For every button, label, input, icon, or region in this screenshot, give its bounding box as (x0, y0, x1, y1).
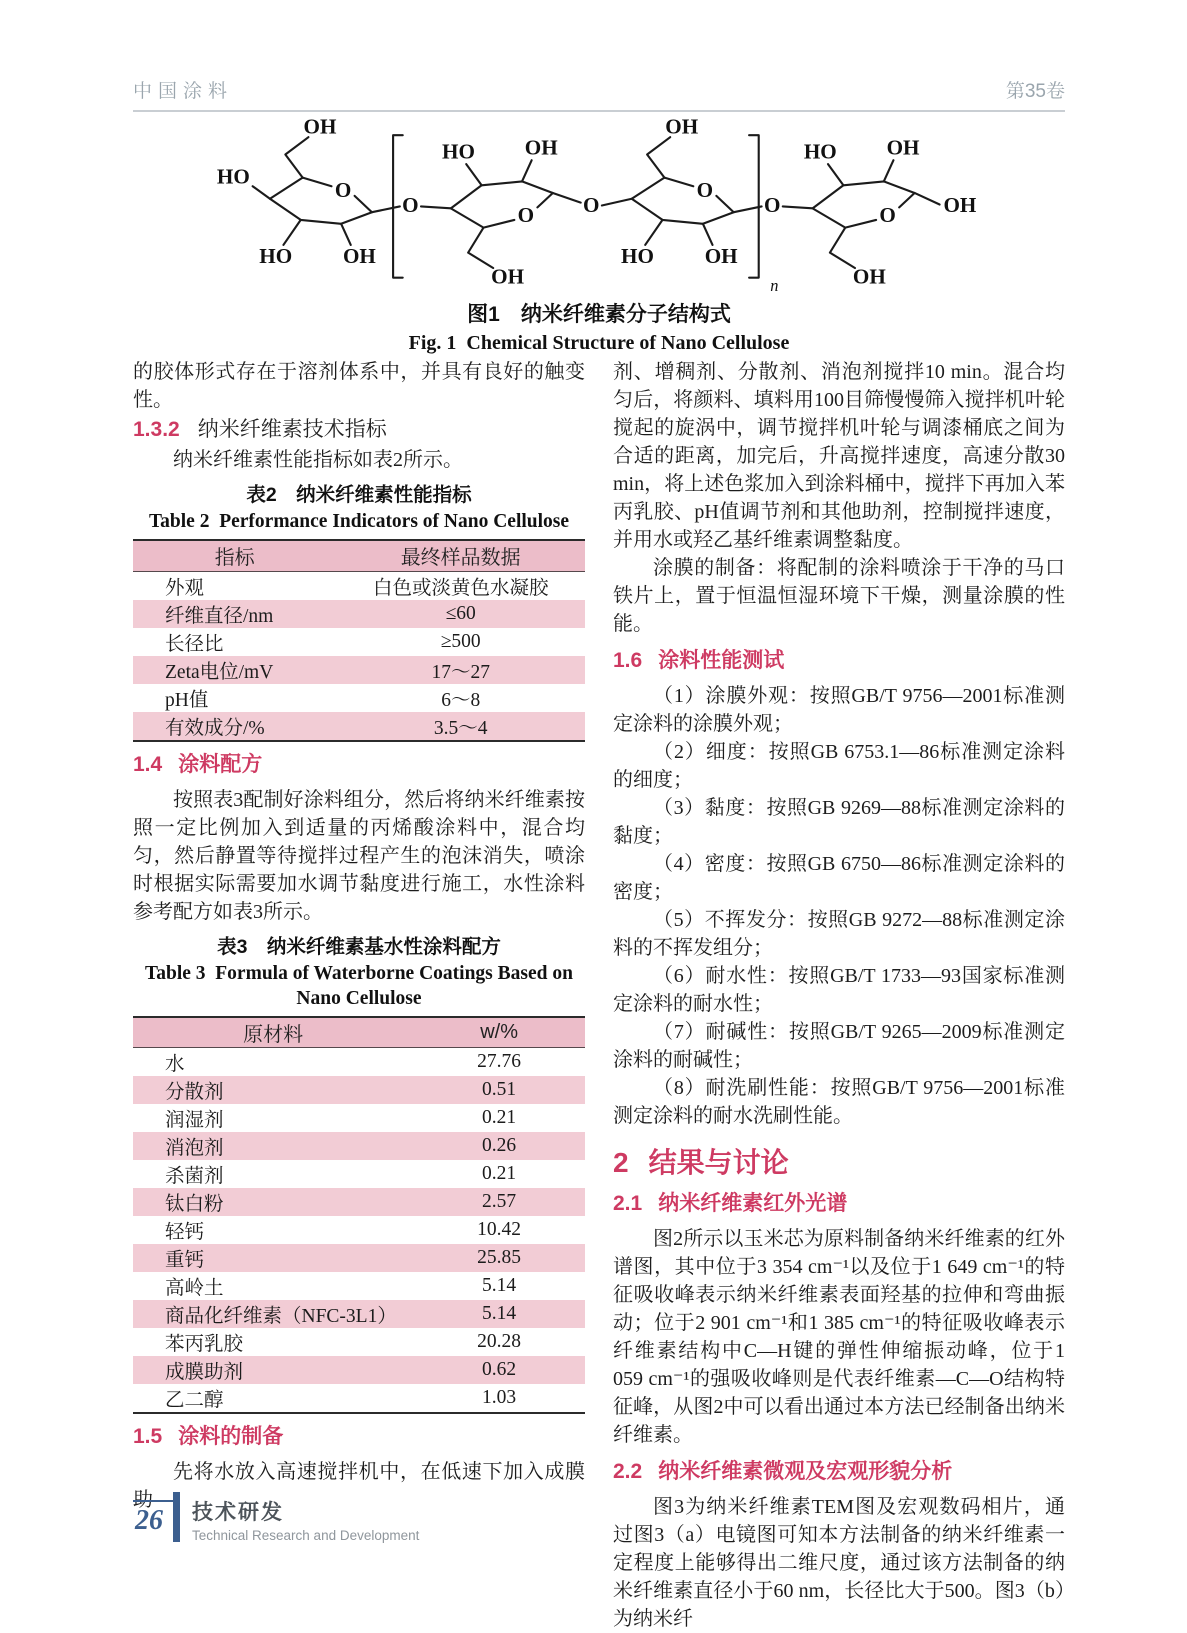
table-cell: 白色或淡黄色水凝胶 (372, 577, 549, 599)
table3-caption-en: Table 3 Formula of Waterborne Coatings Based on Nano Cellulose (145, 962, 573, 1009)
section-number: 1.3.2 (133, 418, 180, 441)
paragraph: 纳米纤维素性能指标如表2所示。 (173, 449, 463, 471)
atom-label-ho: HO (442, 139, 475, 164)
footer-section (192, 1492, 419, 1543)
table-cell: 商品化纤维素（NFC-3L1） (165, 1306, 397, 1327)
section-title: 涂料配方 (178, 752, 263, 776)
page-number-value: 26 (135, 1505, 163, 1536)
table-cell: 0.62 (482, 1359, 517, 1380)
table-3-header (133, 1017, 585, 1048)
table-cell: 乙二醇 (165, 1390, 224, 1411)
table-cell: 2.57 (482, 1191, 517, 1212)
table-cell: 1.03 (482, 1387, 517, 1408)
section-title: 纳米纤维素微观及宏观形貌分析 (658, 1460, 953, 1483)
section-number: 2.1 (613, 1192, 643, 1215)
table-cell: 润湿剂 (165, 1110, 224, 1131)
paragraph: 的胶体形式存在于溶剂体系中，并具有良好的触变性。 (133, 361, 585, 411)
table-cell: 0.26 (482, 1135, 517, 1156)
footer-divider-bar (173, 1492, 180, 1542)
table-cell: 0.21 (482, 1163, 517, 1184)
section-heading-1-3-2 (133, 415, 585, 445)
table-2-header (133, 540, 585, 571)
list-item: （3）黏度：按照GB 9269—88标准测定涂料的黏度； (613, 797, 1065, 847)
column-header: 原材料 (133, 1017, 413, 1048)
table-3 (133, 1016, 585, 1415)
table-row (133, 1216, 585, 1244)
table-cell: 5.14 (482, 1303, 517, 1324)
table-row (133, 1300, 585, 1328)
paragraph: 剂、增稠剂、分散剂、消泡剂搅拌10 min。混合均匀后，将颜料、填料用100目筛慢慢筛入搅拌机叶轮搅起的旋涡中，调节搅拌机叶轮与调漆桶底之间为合适的距离，加完后，升高搅拌速度，高速分散30 min，将上述色浆加入到涂料桶中，搅拌下再加入苯丙乳胶、pH值调节剂和其他助剂，控制搅拌速度，并用水或羟乙基纤维素调整黏度。 (613, 361, 1065, 551)
table-cell: 10.42 (477, 1219, 522, 1240)
table-cell: 杀菌剂 (165, 1166, 224, 1187)
section-heading-1-5 (133, 1423, 585, 1451)
table-row (133, 1272, 585, 1300)
subscript-n: n (770, 276, 779, 294)
table-cell: 3.5～4 (433, 717, 488, 739)
list-item: （6）耐水性：按照GB/T 1733—93国家标准测定涂料的耐水性； (613, 965, 1065, 1015)
section-number: 1.5 (133, 1425, 163, 1448)
table-cell: 有效成分/% (165, 717, 265, 739)
section-number: 1.4 (133, 752, 163, 776)
column-header: w/% (413, 1017, 585, 1048)
atom-label-ho: HO (259, 244, 293, 269)
section-title: 涂料的制备 (178, 1425, 284, 1448)
table-row (133, 1244, 585, 1272)
section-number: 1.6 (613, 649, 643, 672)
column-header: 指标 (133, 540, 336, 571)
table-cell: 纤维直径/nm (165, 605, 274, 627)
footer-section-en: Technical Research and Development (192, 1528, 420, 1543)
table-cell: 17～27 (431, 661, 490, 683)
table-cell: 消泡剂 (165, 1138, 224, 1159)
atom-label-o: O (402, 193, 419, 218)
atom-label-o: O (763, 193, 781, 218)
article-body (133, 358, 1065, 1633)
table-cell: 0.51 (482, 1079, 517, 1100)
list-item: （8）耐洗刷性能：按照GB/T 9756—2001标准测定涂料的耐水洗刷性能。 (613, 1077, 1065, 1127)
atom-label-oh: OH (665, 116, 699, 139)
page-footer (133, 1492, 419, 1543)
table-cell: 27.76 (477, 1051, 522, 1072)
section-title: 结果与讨论 (648, 1147, 789, 1178)
atom-label-oh: OH (303, 116, 337, 139)
table-row (133, 1160, 585, 1188)
list-item: （4）密度：按照GB 6750—86标准测定涂料的密度； (613, 853, 1065, 903)
table-cell: 苯丙乳胶 (165, 1334, 244, 1355)
right-column (613, 358, 1065, 1633)
paragraph: 先将水放入高速搅拌机中，在低速下加入成膜助 (133, 1461, 585, 1511)
paragraph: 涂膜的制备：将配制的涂料喷涂于干净的马口铁片上，置于恒温恒湿环境下干燥，测量涂膜的性能。 (613, 557, 1065, 635)
section-number: 2.2 (613, 1460, 643, 1483)
atom-label-o: O (583, 193, 600, 218)
section-heading-2 (613, 1146, 1065, 1180)
table-row (133, 1132, 585, 1160)
table-cell: 外观 (165, 577, 205, 599)
table-row (133, 600, 585, 628)
atom-label-oh: OH (491, 264, 525, 289)
table-2-body (133, 571, 585, 741)
atom-label-o: O (879, 202, 896, 227)
list-item: （2）细度：按照GB 6753.1—86标准测定涂料的细度； (613, 741, 1065, 791)
paragraph: 图2所示以玉米芯为原料制备纳米纤维素的红外谱图，其中位于3 354 cm⁻¹以及位于1 649 cm⁻¹的特征吸收峰表示纳米纤维素表面羟基的拉伸和弯曲振动；位于2 901 cm⁻¹和1 385 cm⁻¹的特征吸收峰表示纤维素结构中C—H键的弹性伸缩振动峰，位于1 059 cm⁻¹的强吸收峰则是代表纤维素—C—O结构特征峰，从图2中可以看出通过本方法已经制备出纳米纤维素。 (613, 1228, 1065, 1446)
section-heading-1-4 (133, 751, 585, 779)
atom-label-o: O (334, 177, 352, 202)
table-row (133, 628, 585, 656)
list-item: （1）涂膜外观：按照GB/T 9756—2001标准测定涂料的涂膜外观； (613, 685, 1065, 735)
atom-label-o: O (517, 202, 535, 227)
test-item-list (613, 682, 1065, 1130)
list-item: （5）不挥发分：按照GB 9272—88标准测定涂料的不挥发组分； (613, 909, 1065, 959)
atom-label-o: O (696, 177, 714, 202)
table-cell: 水 (165, 1054, 185, 1075)
section-heading-2-2 (613, 1458, 1065, 1486)
left-column (133, 358, 585, 1633)
table-row (133, 571, 585, 600)
table2-caption-en: Table 2 Performance Indicators of Nano Cellulose (148, 511, 570, 532)
table-row (133, 684, 585, 712)
table-cell: Zeta电位/mV (165, 661, 274, 683)
volume-label: 第35卷 (1005, 81, 1065, 102)
table-cell: 分散剂 (165, 1082, 224, 1103)
table-cell: 成膜助剂 (165, 1362, 244, 1383)
table-cell: 高岭土 (165, 1278, 224, 1299)
column-header: 最终样品数据 (336, 540, 585, 571)
table-row (133, 656, 585, 684)
running-head (133, 76, 1065, 112)
table-row (133, 1076, 585, 1104)
table-row (133, 1328, 585, 1356)
paragraph: 按照表3配制好涂料组分，然后将纳米纤维素按照一定比例加入到适量的丙烯酸涂料中，混合均匀，然后静置等待搅拌过程产生的泡沫消失，喷涂时根据实际需要加水调节黏度进行施工，水性涂料参考配方如表3所示。 (133, 788, 585, 923)
atom-label-oh: OH (342, 244, 376, 269)
table3-caption-cn: 表3 纳米纤维素基水性涂料配方 (217, 935, 501, 958)
table-row (133, 1356, 585, 1384)
table-cell: 钛白粉 (165, 1194, 224, 1215)
table-row (133, 1384, 585, 1413)
list-item: （7）耐碱性：按照GB/T 9265—2009标准测定涂料的耐碱性； (613, 1021, 1065, 1071)
table-2 (133, 539, 585, 742)
table-cell: 长径比 (165, 633, 224, 655)
table2-caption-cn: 表2 纳米纤维素性能指标 (246, 484, 472, 506)
figure-caption-cn: 图1 纳米纤维素分子结构式 (467, 303, 731, 326)
table-cell: pH值 (165, 689, 209, 711)
atom-label-oh: OH (852, 264, 886, 289)
table-row (133, 712, 585, 741)
table-cell: 6～8 (441, 689, 481, 711)
table-cell: 重钙 (165, 1250, 205, 1271)
section-heading-1-6 (613, 647, 1065, 675)
journal-title: 中国涂料 (133, 81, 234, 102)
atom-label-oh: OH (943, 193, 977, 218)
footer-section-cn: 技术研发 (192, 1501, 284, 1524)
section-heading-2-1 (613, 1190, 1065, 1218)
atom-label-ho: HO (621, 244, 654, 269)
table-cell: 轻钙 (165, 1222, 205, 1243)
atom-label-oh: OH (524, 135, 558, 160)
table-cell: 20.28 (477, 1331, 522, 1352)
figure-1 (133, 116, 1065, 355)
section-title: 纳米纤维素技术指标 (197, 418, 387, 441)
atom-label-ho: HO (216, 164, 250, 189)
table-cell: 0.21 (482, 1107, 517, 1128)
table-3-body (133, 1048, 585, 1414)
section-title: 纳米纤维素红外光谱 (658, 1192, 848, 1215)
section-title: 涂料性能测试 (658, 649, 785, 672)
atom-label-oh: OH (886, 135, 920, 160)
table-cell: 25.85 (477, 1247, 522, 1268)
table-row (133, 1048, 585, 1077)
table-row (133, 1188, 585, 1216)
table-cell: ≤60 (445, 602, 476, 624)
table-cell: ≥500 (440, 630, 481, 652)
paragraph: 图3为纳米纤维素TEM图及宏观数码相片，通过图3（a）电镜图可知本方法制备的纳米纤维素一定程度上能够得出二维尺度，通过该方法制备的纳米纤维素直径小于60 nm，长径比大于500。图3（b）为纳米纤 (613, 1496, 1065, 1630)
section-number: 2 (613, 1147, 629, 1178)
atom-label-ho: HO (803, 139, 837, 164)
atom-label-oh: OH (704, 244, 738, 269)
page-number (133, 1500, 173, 1537)
cellulose-molecule-diagram (214, 116, 984, 294)
table-row (133, 1104, 585, 1132)
figure-caption-en: Fig. 1 Chemical Structure of Nano Cellulose (408, 332, 790, 354)
table-cell: 5.14 (482, 1275, 517, 1296)
